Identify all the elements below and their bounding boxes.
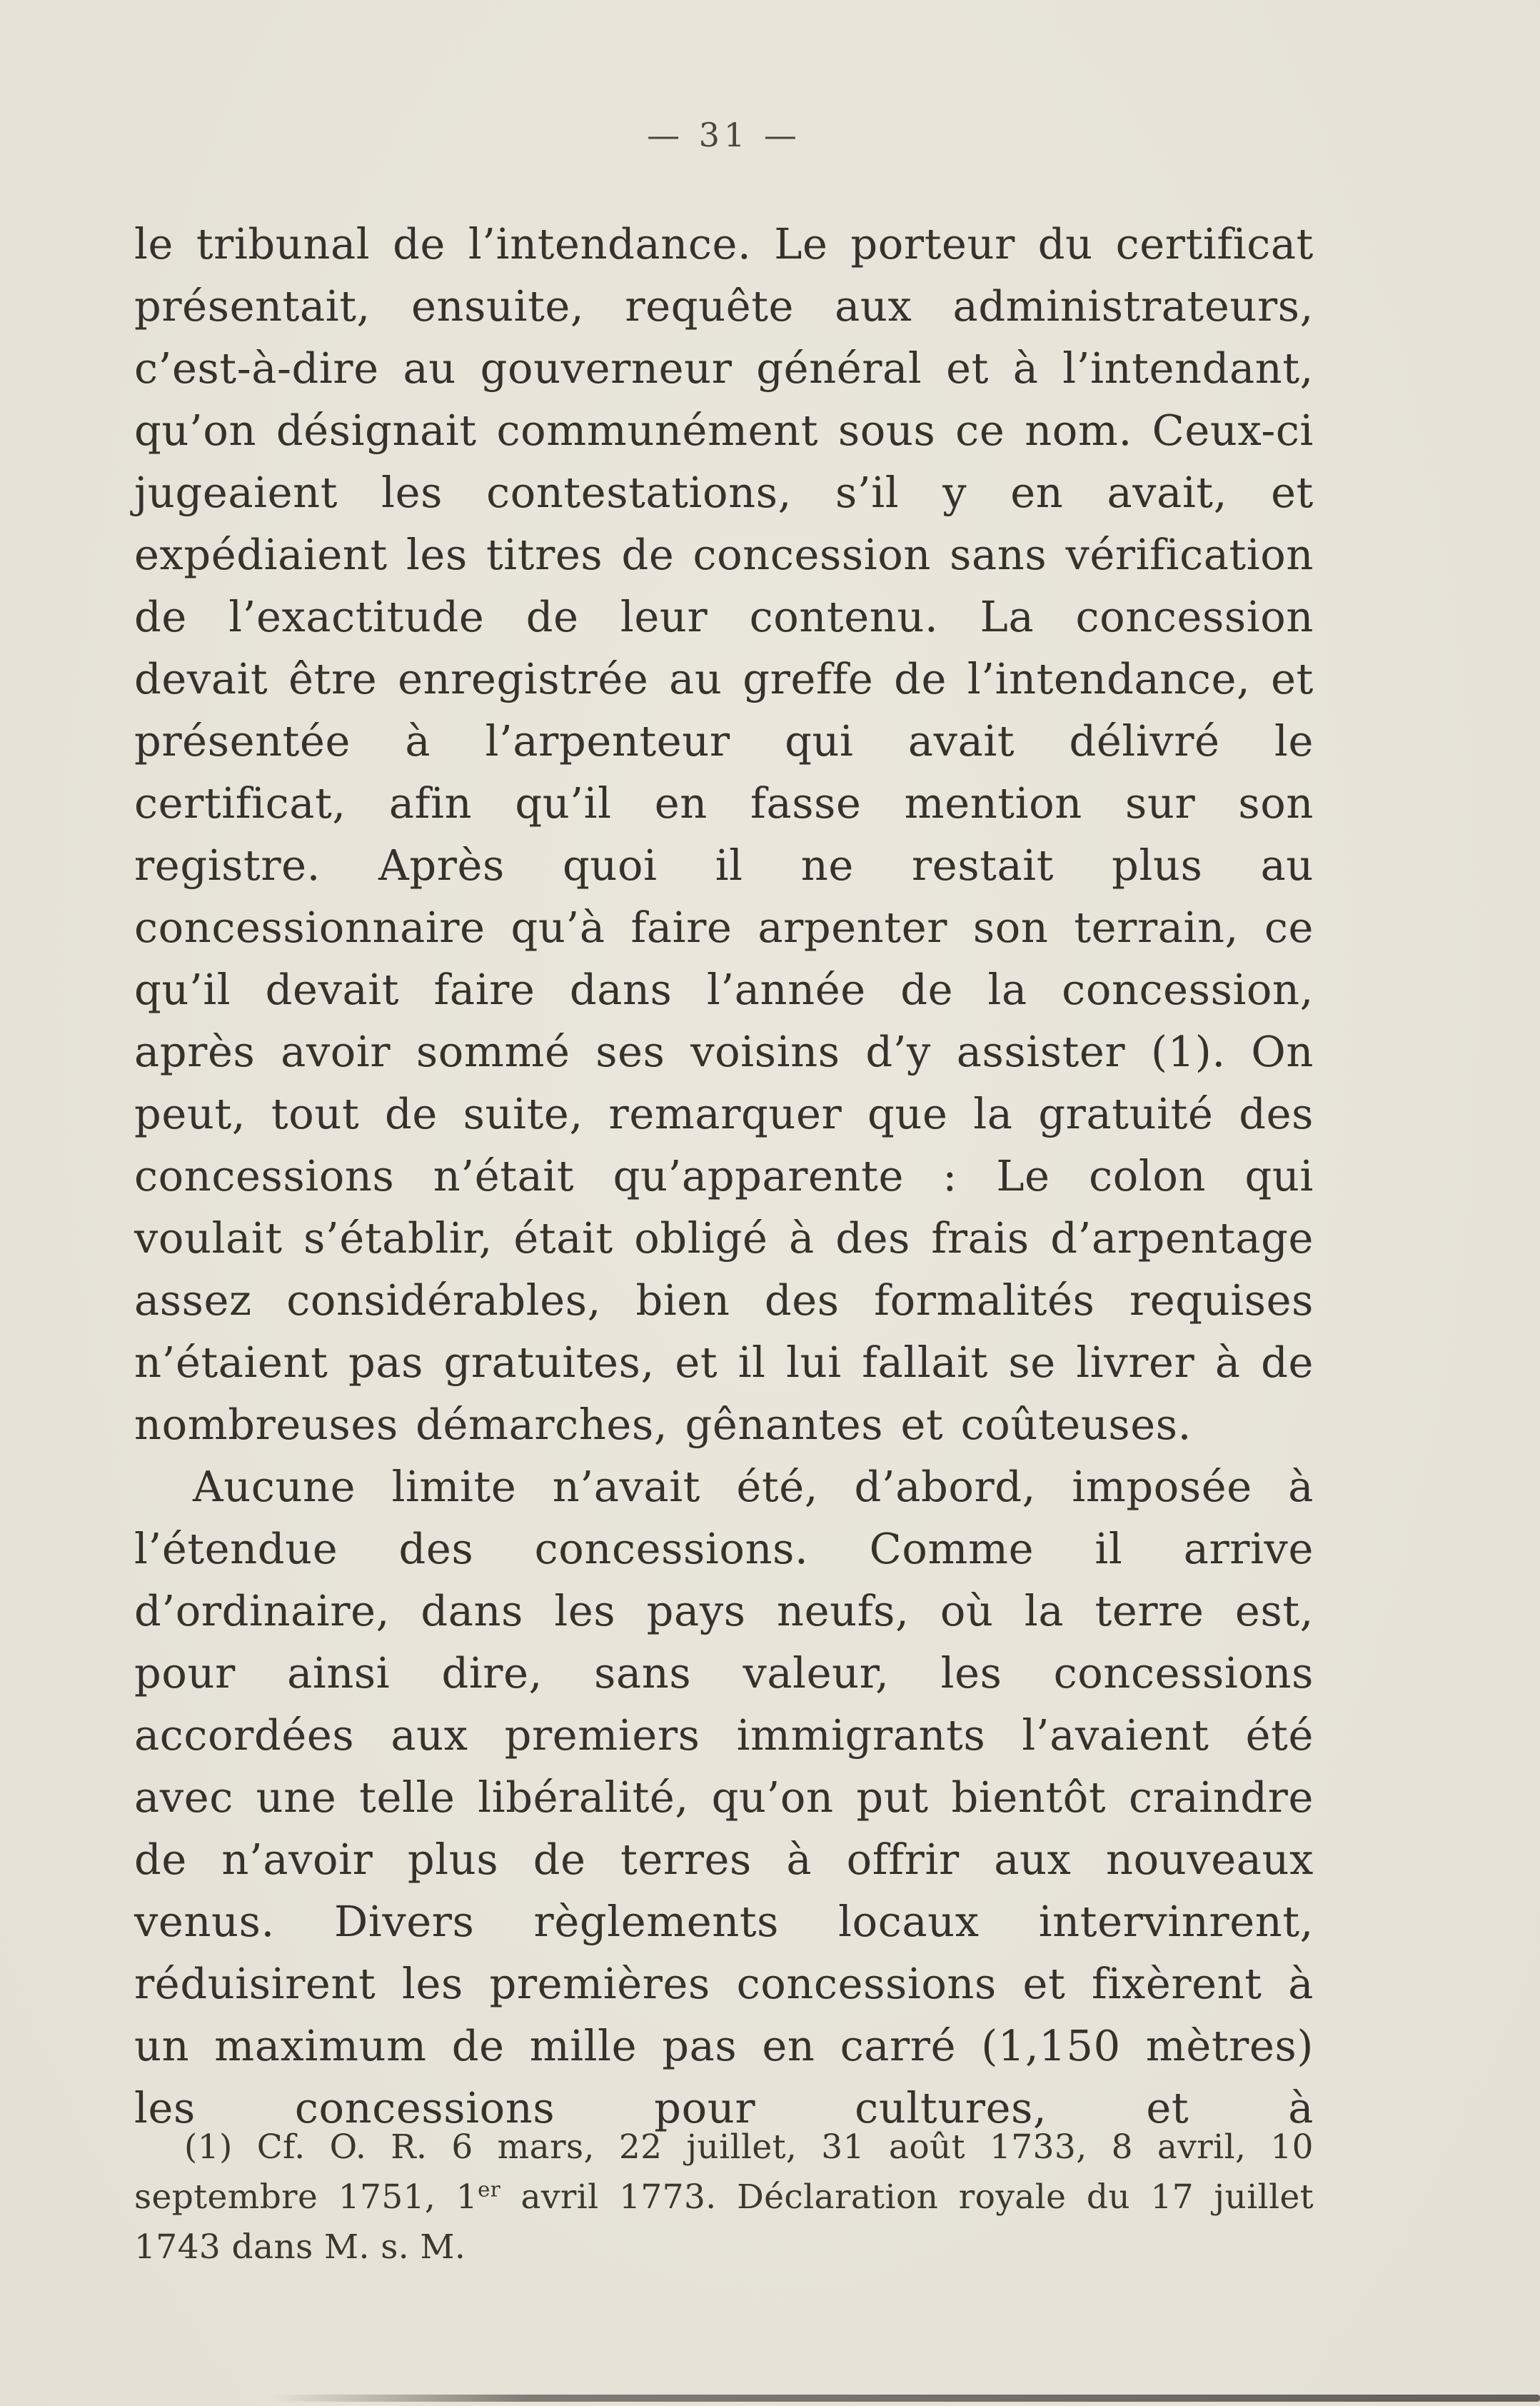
footnote-text-after-superscript: avril 1773. Déclaration royale du 17 juillet 1743 dans M. s. M. <box>134 2177 1314 2267</box>
body-text <box>134 213 1314 2139</box>
footnote-ordinal-superscript: er <box>478 2177 501 2202</box>
paragraph: Aucune limite n’avait été, d’abord, imposée à l’étendue des concessions. Comme il arrive d’ordinaire, dans les pays neufs, où la terre est, pour ainsi dire, sans valeur, les concessions accordées aux premiers immigrants l’avaient été avec une telle libéralité, qu’on put bientôt craindre de n’avoir plus de terres à offrir aux nouveaux venus. Divers règlements locaux intervinrent, réduisirent les premières concessions et fixèrent à un maximum de mille pas en carré (1,150 mètres) les concessions pour cultures, et à <box>134 1462 1314 2132</box>
footnote <box>134 2122 1314 2272</box>
paragraph-continuation: le tribunal de l’intendance. Le porteur du certificat présentait, ensuite, requête aux administrateurs, c’est-à-dire au gouverneur général et à l’intendant, qu’on désignait communément sous ce nom. Ceux-ci jugeaient les contestations, s’il y en avait, et expédiaient les titres de concession sans vérification de l’exactitude de leur contenu. La concession devait être enregistrée au greffe de l’intendance, et présentée à l’arpenteur qui avait délivré le certificat, afin qu’il en fasse mention sur son registre. Après quoi il ne restait plus au concessionnaire qu’à faire arpenter son terrain, ce qu’il devait faire dans l’année de la concession, après avoir sommé ses voisins d’y assister (1). On peut, tout de suite, remarquer que la gratuité des concessions n’était qu’apparente : Le colon qui voulait s’établir, était obligé à des frais d’arpentage assez considérables, bien des formalités requises n’étaient pas gratuites, et il lui fallait se livrer à de nombreuses démarches, gênantes et coûteuses. <box>134 219 1314 1449</box>
page-bottom-scan-shadow <box>271 2395 1540 2402</box>
footnote-text-before-superscript: (1) Cf. O. R. 6 mars, 22 juillet, 31 août 1733, 8 avril, 10 septembre 1751, 1 <box>134 2127 1314 2217</box>
page-number: — 31 — <box>647 116 801 154</box>
